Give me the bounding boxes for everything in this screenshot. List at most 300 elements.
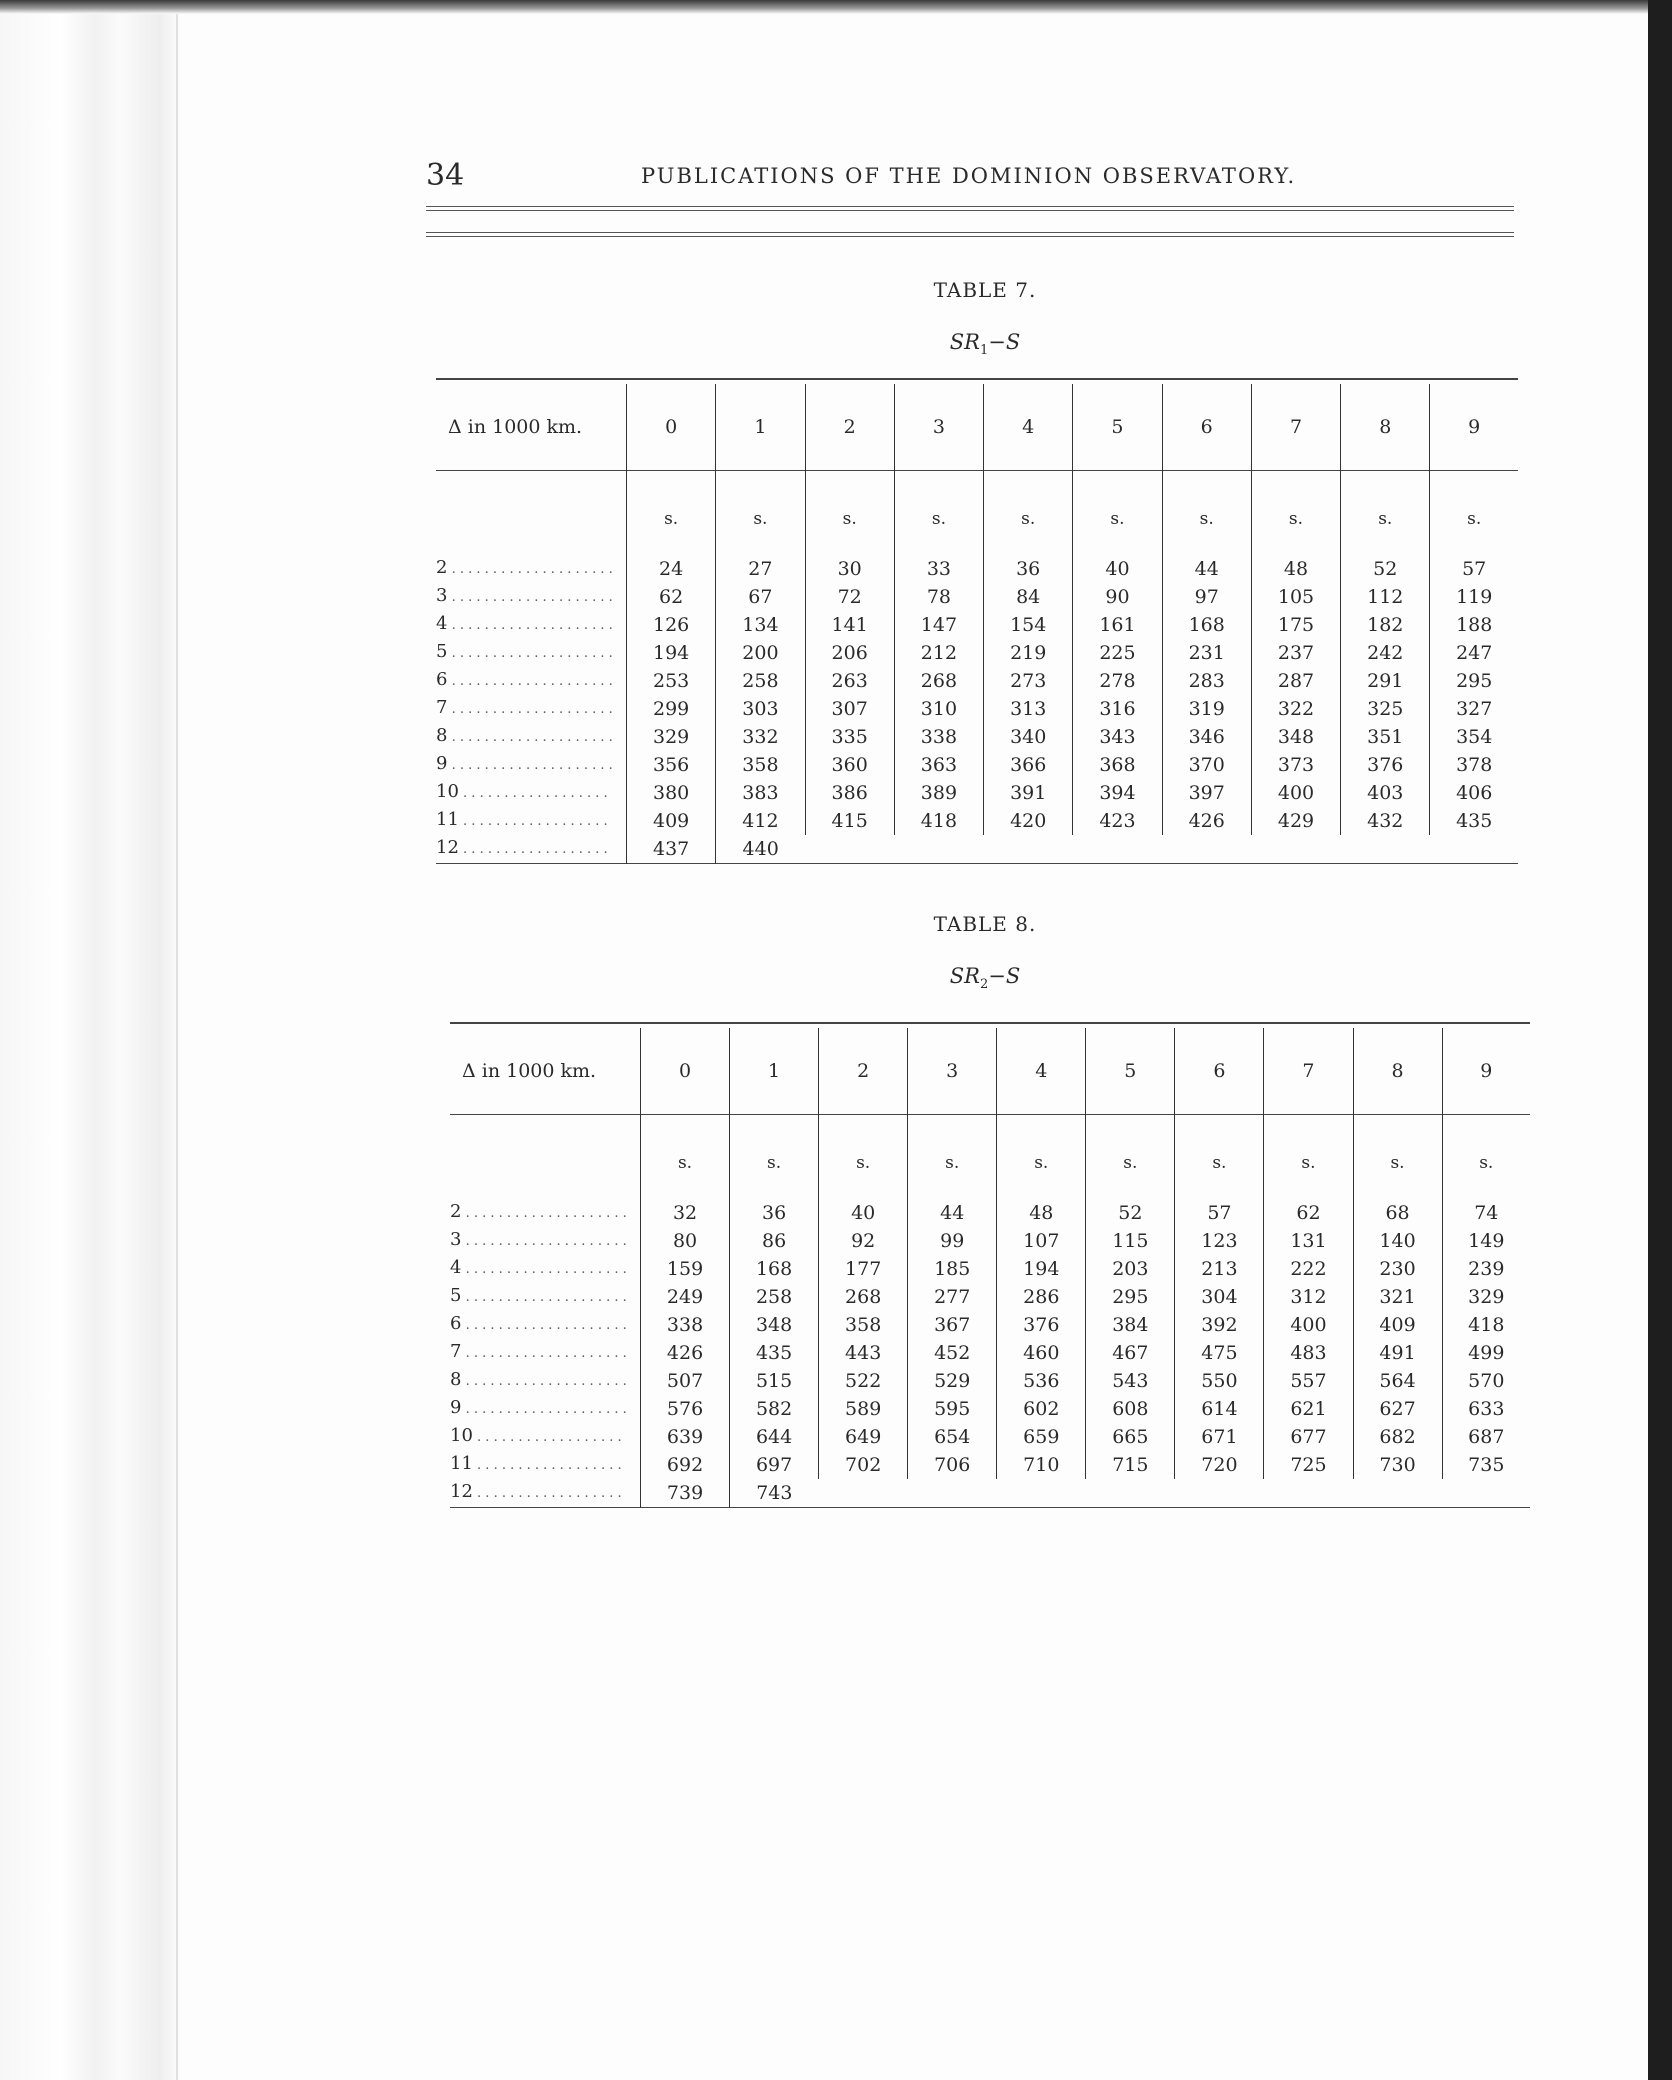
- column-header: 5: [1086, 1028, 1175, 1115]
- table-row: [436, 667, 1518, 695]
- value-cell: 175: [1251, 611, 1340, 639]
- value-cell: 570: [1442, 1367, 1530, 1395]
- value-cell: 710: [997, 1451, 1086, 1479]
- row-label-cell: [450, 1227, 641, 1255]
- table-row: [436, 723, 1518, 751]
- unit-cell: s.: [730, 1115, 819, 1199]
- value-cell: 426: [641, 1339, 730, 1367]
- unit-cell: s.: [1086, 1115, 1175, 1199]
- value-cell: 273: [984, 667, 1073, 695]
- value-cell: 67: [716, 583, 805, 611]
- value-cell: 367: [908, 1311, 997, 1339]
- column-header: 6: [1162, 384, 1251, 471]
- value-cell: 582: [730, 1395, 819, 1423]
- unit-cell: s.: [1442, 1115, 1530, 1199]
- value-cell: 107: [997, 1227, 1086, 1255]
- value-cell: 80: [641, 1227, 730, 1255]
- value-cell: 420: [984, 807, 1073, 835]
- value-cell: 354: [1430, 723, 1518, 751]
- value-cell: 168: [730, 1255, 819, 1283]
- value-cell: 440: [716, 835, 805, 864]
- value-cell: 389: [894, 779, 983, 807]
- column-header: 7: [1264, 1028, 1353, 1115]
- value-cell: 614: [1175, 1395, 1264, 1423]
- table-8-subtitle: $SR_2-S$: [949, 964, 1021, 993]
- row-label: 11 . . .: [450, 1451, 626, 1479]
- row-label-cell: [450, 1311, 641, 1339]
- value-cell: 356: [627, 751, 716, 779]
- value-cell: 654: [908, 1423, 997, 1451]
- row-label-cell: [436, 695, 627, 723]
- value-cell: 295: [1086, 1283, 1175, 1311]
- unit-cell: s.: [1430, 471, 1518, 555]
- value-cell: 230: [1353, 1255, 1442, 1283]
- value-cell: 90: [1073, 583, 1162, 611]
- value-cell: 194: [627, 639, 716, 667]
- row-label: 2 . . .: [450, 1199, 626, 1227]
- value-cell: 206: [805, 639, 894, 667]
- page-number: 34: [426, 158, 465, 193]
- value-cell: 239: [1442, 1255, 1530, 1283]
- row-header-cell: Δ in 1000 km.: [462, 1060, 597, 1082]
- value-cell: 185: [908, 1255, 997, 1283]
- value-cell: 30: [805, 555, 894, 583]
- value-cell: 287: [1251, 667, 1340, 695]
- unit-cell: s.: [716, 471, 805, 555]
- rule: [436, 864, 1518, 865]
- value-cell: 48: [1251, 555, 1340, 583]
- row-label-cell: [436, 639, 627, 667]
- table-row: [436, 555, 1518, 583]
- value-cell: 576: [641, 1395, 730, 1423]
- value-cell: 99: [908, 1227, 997, 1255]
- value-cell: 57: [1175, 1199, 1264, 1227]
- value-cell: 52: [1086, 1199, 1175, 1227]
- value-cell: 319: [1162, 695, 1251, 723]
- value-cell: 338: [894, 723, 983, 751]
- value-cell: 499: [1442, 1339, 1530, 1367]
- header-rule: [426, 206, 1514, 207]
- row-label-cell: [450, 1395, 641, 1423]
- column-header: 3: [894, 384, 983, 471]
- value-cell: 237: [1251, 639, 1340, 667]
- value-cell: 188: [1430, 611, 1518, 639]
- units-row: [450, 1115, 1530, 1199]
- value-cell: 443: [819, 1339, 908, 1367]
- value-cell: 397: [1162, 779, 1251, 807]
- table-row: [436, 583, 1518, 611]
- value-cell: 194: [997, 1255, 1086, 1283]
- value-cell: 78: [894, 583, 983, 611]
- header-rule: [426, 232, 1514, 233]
- scan-page-stack: [0, 14, 180, 2080]
- value-cell: 168: [1162, 611, 1251, 639]
- value-cell: 299: [627, 695, 716, 723]
- empty-cell: [1251, 835, 1340, 864]
- value-cell: 86: [730, 1227, 819, 1255]
- row-label-cell: [450, 1479, 641, 1508]
- value-cell: 370: [1162, 751, 1251, 779]
- value-cell: 639: [641, 1423, 730, 1451]
- value-cell: 360: [805, 751, 894, 779]
- value-cell: 730: [1353, 1451, 1442, 1479]
- table-bottom-rule: [436, 864, 1518, 865]
- value-cell: 743: [730, 1479, 819, 1508]
- value-cell: 363: [894, 751, 983, 779]
- row-label: 11 . . .: [436, 807, 612, 835]
- value-cell: 44: [908, 1199, 997, 1227]
- row-label: 3 . . .: [436, 583, 612, 611]
- value-cell: 507: [641, 1367, 730, 1395]
- row-label-cell: [450, 1339, 641, 1367]
- value-cell: 303: [716, 695, 805, 723]
- value-cell: 295: [1430, 667, 1518, 695]
- value-cell: 608: [1086, 1395, 1175, 1423]
- row-label: 6 . . .: [436, 667, 612, 695]
- table-header-row: [450, 1028, 1530, 1115]
- value-cell: 400: [1251, 779, 1340, 807]
- value-cell: 332: [716, 723, 805, 751]
- value-cell: 406: [1430, 779, 1518, 807]
- unit-cell: s.: [984, 471, 1073, 555]
- value-cell: 529: [908, 1367, 997, 1395]
- value-cell: 491: [1353, 1339, 1442, 1367]
- value-cell: 682: [1353, 1423, 1442, 1451]
- value-cell: 304: [1175, 1283, 1264, 1311]
- empty-cell: [1175, 1479, 1264, 1508]
- row-label: 12 . . .: [436, 835, 612, 863]
- scan-top-edge: [0, 0, 1648, 14]
- value-cell: 338: [641, 1311, 730, 1339]
- value-cell: 432: [1341, 807, 1430, 835]
- value-cell: 329: [1442, 1283, 1530, 1311]
- value-cell: 368: [1073, 751, 1162, 779]
- table-row: [450, 1479, 1530, 1508]
- row-label-cell: [436, 611, 627, 639]
- value-cell: 348: [730, 1311, 819, 1339]
- value-cell: 268: [819, 1283, 908, 1311]
- value-cell: 383: [716, 779, 805, 807]
- row-label-cell: [436, 751, 627, 779]
- value-cell: 543: [1086, 1367, 1175, 1395]
- value-cell: 384: [1086, 1311, 1175, 1339]
- row-label-cell: [450, 1255, 641, 1283]
- value-cell: 140: [1353, 1227, 1442, 1255]
- value-cell: 376: [1341, 751, 1430, 779]
- table-row: [450, 1255, 1530, 1283]
- empty-cell: [819, 1479, 908, 1508]
- table-header-row: [436, 384, 1518, 471]
- value-cell: 40: [819, 1199, 908, 1227]
- row-label: 10 . . .: [436, 779, 612, 807]
- unit-cell: s.: [997, 1115, 1086, 1199]
- value-cell: 242: [1341, 639, 1430, 667]
- column-header: 7: [1251, 384, 1340, 471]
- empty-cell: [1162, 835, 1251, 864]
- column-header: 9: [1442, 1028, 1530, 1115]
- row-label: 12 . . .: [450, 1479, 626, 1507]
- table-row: [436, 835, 1518, 864]
- row-label-cell: [450, 1367, 641, 1395]
- value-cell: 412: [716, 807, 805, 835]
- value-cell: 327: [1430, 695, 1518, 723]
- column-header: 1: [716, 384, 805, 471]
- value-cell: 27: [716, 555, 805, 583]
- row-header-cell: Δ in 1000 km.: [448, 416, 583, 438]
- row-label-cell: [450, 1451, 641, 1479]
- column-header: 0: [641, 1028, 730, 1115]
- value-cell: 595: [908, 1395, 997, 1423]
- table-bottom-rule: [450, 1508, 1530, 1509]
- value-cell: 147: [894, 611, 983, 639]
- row-label: 4 . . .: [450, 1255, 626, 1283]
- value-cell: 115: [1086, 1227, 1175, 1255]
- value-cell: 715: [1086, 1451, 1175, 1479]
- value-cell: 36: [730, 1199, 819, 1227]
- value-cell: 373: [1251, 751, 1340, 779]
- value-cell: 268: [894, 667, 983, 695]
- table-row: [436, 779, 1518, 807]
- unit-cell: s.: [627, 471, 716, 555]
- value-cell: 68: [1353, 1199, 1442, 1227]
- value-cell: 340: [984, 723, 1073, 751]
- row-label: 6 . . .: [450, 1311, 626, 1339]
- value-cell: 346: [1162, 723, 1251, 751]
- value-cell: 435: [730, 1339, 819, 1367]
- row-label-cell: [436, 807, 627, 835]
- value-cell: 134: [716, 611, 805, 639]
- value-cell: 702: [819, 1451, 908, 1479]
- value-cell: 44: [1162, 555, 1251, 583]
- row-label-cell: [436, 835, 627, 864]
- value-cell: 677: [1264, 1423, 1353, 1451]
- value-cell: 253: [627, 667, 716, 695]
- unit-cell: s.: [1353, 1115, 1442, 1199]
- value-cell: 564: [1353, 1367, 1442, 1395]
- value-cell: 74: [1442, 1199, 1530, 1227]
- unit-cell: s.: [1162, 471, 1251, 555]
- row-label-cell: [436, 667, 627, 695]
- value-cell: 483: [1264, 1339, 1353, 1367]
- value-cell: 415: [805, 807, 894, 835]
- value-cell: 313: [984, 695, 1073, 723]
- value-cell: 177: [819, 1255, 908, 1283]
- value-cell: 32: [641, 1199, 730, 1227]
- value-cell: 429: [1251, 807, 1340, 835]
- value-cell: 310: [894, 695, 983, 723]
- value-cell: 249: [641, 1283, 730, 1311]
- row-label: 9 . . .: [436, 751, 612, 779]
- value-cell: 112: [1341, 583, 1430, 611]
- units-label-cell: [436, 471, 627, 555]
- value-cell: 720: [1175, 1451, 1264, 1479]
- value-cell: 24: [627, 555, 716, 583]
- row-label-cell: [450, 1199, 641, 1227]
- value-cell: 735: [1442, 1451, 1530, 1479]
- value-cell: 739: [641, 1479, 730, 1508]
- table-row: [450, 1395, 1530, 1423]
- units-row: [436, 471, 1518, 555]
- value-cell: 557: [1264, 1367, 1353, 1395]
- column-header: 0: [627, 384, 716, 471]
- row-label-cell: [436, 555, 627, 583]
- empty-cell: [1341, 835, 1430, 864]
- value-cell: 409: [627, 807, 716, 835]
- empty-cell: [908, 1479, 997, 1508]
- value-cell: 182: [1341, 611, 1430, 639]
- value-cell: 72: [805, 583, 894, 611]
- value-cell: 386: [805, 779, 894, 807]
- value-cell: 403: [1341, 779, 1430, 807]
- empty-cell: [1442, 1479, 1530, 1508]
- value-cell: 418: [1442, 1311, 1530, 1339]
- value-cell: 435: [1430, 807, 1518, 835]
- empty-cell: [1430, 835, 1518, 864]
- value-cell: 62: [627, 583, 716, 611]
- value-cell: 247: [1430, 639, 1518, 667]
- value-cell: 97: [1162, 583, 1251, 611]
- units-label-cell: [450, 1115, 641, 1199]
- value-cell: 154: [984, 611, 1073, 639]
- value-cell: 589: [819, 1395, 908, 1423]
- value-cell: 460: [997, 1339, 1086, 1367]
- column-header: 8: [1353, 1028, 1442, 1115]
- value-cell: 57: [1430, 555, 1518, 583]
- value-cell: 278: [1073, 667, 1162, 695]
- unit-cell: s.: [1073, 471, 1162, 555]
- column-header: 4: [997, 1028, 1086, 1115]
- header-rule: [426, 210, 1514, 211]
- value-cell: 92: [819, 1227, 908, 1255]
- value-cell: 687: [1442, 1423, 1530, 1451]
- row-label: 8 . . .: [436, 723, 612, 751]
- value-cell: 126: [627, 611, 716, 639]
- value-cell: 409: [1353, 1311, 1442, 1339]
- table-row: [450, 1283, 1530, 1311]
- table-7-subtitle: $SR_1-S$: [949, 330, 1021, 359]
- unit-cell: s.: [805, 471, 894, 555]
- table-row: [450, 1199, 1530, 1227]
- row-label: 10 . . .: [450, 1423, 626, 1451]
- value-cell: 307: [805, 695, 894, 723]
- empty-cell: [1086, 1479, 1175, 1508]
- value-cell: 322: [1251, 695, 1340, 723]
- value-cell: 358: [716, 751, 805, 779]
- value-cell: 40: [1073, 555, 1162, 583]
- empty-cell: [997, 1479, 1086, 1508]
- value-cell: 659: [997, 1423, 1086, 1451]
- column-header: 2: [805, 384, 894, 471]
- value-cell: 392: [1175, 1311, 1264, 1339]
- value-cell: 131: [1264, 1227, 1353, 1255]
- row-label: 2 . . .: [436, 555, 612, 583]
- row-label-cell: [436, 723, 627, 751]
- value-cell: 123: [1175, 1227, 1264, 1255]
- value-cell: 225: [1073, 639, 1162, 667]
- value-cell: 149: [1442, 1227, 1530, 1255]
- scan-right-edge: [1648, 0, 1672, 2080]
- value-cell: 325: [1341, 695, 1430, 723]
- value-cell: 48: [997, 1199, 1086, 1227]
- value-cell: 644: [730, 1423, 819, 1451]
- value-cell: 335: [805, 723, 894, 751]
- column-header: 9: [1430, 384, 1518, 471]
- value-cell: 394: [1073, 779, 1162, 807]
- value-cell: 536: [997, 1367, 1086, 1395]
- value-cell: 212: [894, 639, 983, 667]
- value-cell: 437: [627, 835, 716, 864]
- value-cell: 602: [997, 1395, 1086, 1423]
- row-label: 5 . . .: [450, 1283, 626, 1311]
- table-row: [436, 695, 1518, 723]
- value-cell: 231: [1162, 639, 1251, 667]
- value-cell: 621: [1264, 1395, 1353, 1423]
- row-label: 8 . . .: [450, 1367, 626, 1395]
- table-row: [436, 611, 1518, 639]
- row-label: 5 . . .: [436, 639, 612, 667]
- header-rule: [426, 236, 1514, 237]
- value-cell: 159: [641, 1255, 730, 1283]
- unit-cell: s.: [1175, 1115, 1264, 1199]
- row-label: 7 . . .: [450, 1339, 626, 1367]
- column-header: 4: [984, 384, 1073, 471]
- column-header: 5: [1073, 384, 1162, 471]
- unit-cell: s.: [819, 1115, 908, 1199]
- value-cell: 697: [730, 1451, 819, 1479]
- column-header: 6: [1175, 1028, 1264, 1115]
- running-head: PUBLICATIONS OF THE DOMINION OBSERVATORY.: [641, 164, 1297, 188]
- value-cell: 515: [730, 1367, 819, 1395]
- value-cell: 291: [1341, 667, 1430, 695]
- value-cell: 378: [1430, 751, 1518, 779]
- empty-cell: [1353, 1479, 1442, 1508]
- value-cell: 358: [819, 1311, 908, 1339]
- table-row: [436, 807, 1518, 835]
- value-cell: 348: [1251, 723, 1340, 751]
- value-cell: 286: [997, 1283, 1086, 1311]
- value-cell: 366: [984, 751, 1073, 779]
- row-label: 7 . . .: [436, 695, 612, 723]
- value-cell: 706: [908, 1451, 997, 1479]
- value-cell: 633: [1442, 1395, 1530, 1423]
- value-cell: 380: [627, 779, 716, 807]
- value-cell: 62: [1264, 1199, 1353, 1227]
- value-cell: 329: [627, 723, 716, 751]
- column-header: 3: [908, 1028, 997, 1115]
- table-row: [450, 1423, 1530, 1451]
- value-cell: 725: [1264, 1451, 1353, 1479]
- value-cell: 391: [984, 779, 1073, 807]
- unit-cell: s.: [894, 471, 983, 555]
- value-cell: 200: [716, 639, 805, 667]
- value-cell: 316: [1073, 695, 1162, 723]
- value-cell: 671: [1175, 1423, 1264, 1451]
- table-row: [450, 1451, 1530, 1479]
- value-cell: 277: [908, 1283, 997, 1311]
- unit-cell: s.: [1264, 1115, 1353, 1199]
- table-row: [450, 1367, 1530, 1395]
- empty-cell: [1073, 835, 1162, 864]
- table-8: [450, 1022, 1530, 1508]
- table-7: [436, 378, 1518, 864]
- table-8-title: TABLE 8.: [933, 912, 1037, 936]
- value-cell: 692: [641, 1451, 730, 1479]
- value-cell: 665: [1086, 1423, 1175, 1451]
- value-cell: 343: [1073, 723, 1162, 751]
- table-row: [436, 751, 1518, 779]
- table-row: [450, 1227, 1530, 1255]
- value-cell: 426: [1162, 807, 1251, 835]
